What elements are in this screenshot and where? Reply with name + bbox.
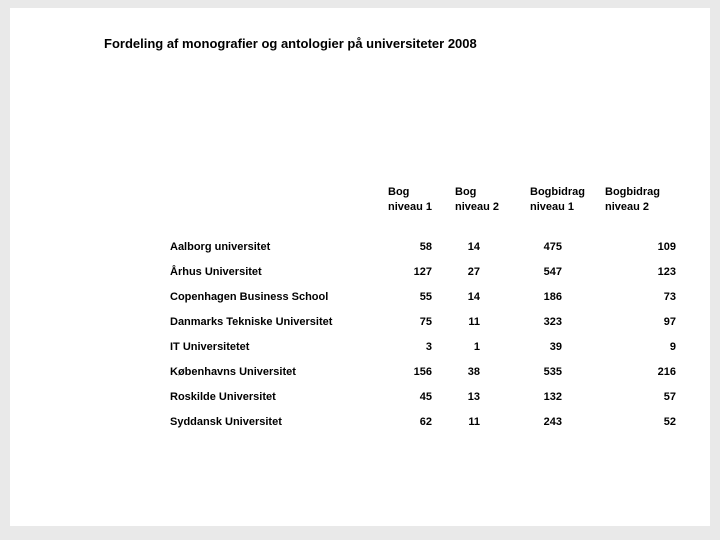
cell-value: 11 xyxy=(468,416,480,428)
column-header-line1: Bog xyxy=(455,186,477,198)
cell-value: 13 xyxy=(467,391,480,403)
row-label: Roskilde Universitet xyxy=(170,391,276,403)
cell-value: 156 xyxy=(413,366,432,378)
cell-value: 123 xyxy=(657,266,676,278)
table-header-row xyxy=(170,185,690,240)
table-row xyxy=(170,240,690,265)
table-row xyxy=(170,365,690,390)
cell-value: 14 xyxy=(467,291,480,303)
row-label: Århus Universitet xyxy=(170,266,262,278)
column-header-line2: niveau 1 xyxy=(388,201,433,213)
row-label: Danmarks Tekniske Universitet xyxy=(170,316,333,328)
table-row xyxy=(170,340,690,365)
cell-value: 132 xyxy=(543,391,562,403)
table-row xyxy=(170,290,690,315)
cell-value: 27 xyxy=(467,266,480,278)
cell-value: 535 xyxy=(543,366,562,378)
cell-value: 55 xyxy=(419,291,432,303)
row-label: Aalborg universitet xyxy=(170,241,271,253)
data-table xyxy=(170,185,690,440)
cell-value: 62 xyxy=(419,416,432,428)
cell-value: 3 xyxy=(425,341,432,353)
cell-value: 109 xyxy=(657,241,676,253)
cell-value: 75 xyxy=(419,316,432,328)
cell-value: 9 xyxy=(669,341,676,353)
column-header-line2: niveau 1 xyxy=(530,201,575,213)
cell-value: 11 xyxy=(468,316,480,328)
column-header-line2: niveau 2 xyxy=(455,201,500,213)
column-header-line1: Bogbidrag xyxy=(530,186,585,198)
cell-value: 323 xyxy=(543,316,562,328)
cell-value: 1 xyxy=(473,341,480,353)
table-row xyxy=(170,315,690,340)
table-row xyxy=(170,265,690,290)
column-header-line2: niveau 2 xyxy=(605,201,650,213)
cell-value: 475 xyxy=(543,241,562,253)
cell-value: 52 xyxy=(663,416,676,428)
row-label: IT Universitetet xyxy=(170,341,250,353)
slide xyxy=(10,8,710,526)
cell-value: 243 xyxy=(543,416,562,428)
column-header-line1: Bogbidrag xyxy=(605,186,660,198)
table-row xyxy=(170,390,690,415)
column-header-bog-niveau-1 xyxy=(388,185,432,215)
column-header-line1: Bog xyxy=(388,186,410,198)
cell-value: 73 xyxy=(663,291,676,303)
cell-value: 38 xyxy=(467,366,480,378)
cell-value: 57 xyxy=(663,391,676,403)
column-header-bogbidrag-niveau-2 xyxy=(605,185,660,215)
cell-value: 97 xyxy=(663,316,676,328)
cell-value: 45 xyxy=(419,391,432,403)
column-header-bog-niveau-2 xyxy=(455,185,499,215)
row-label: Copenhagen Business School xyxy=(170,291,329,303)
cell-value: 186 xyxy=(543,291,562,303)
row-label: Københavns Universitet xyxy=(170,366,296,378)
column-header-bogbidrag-niveau-1 xyxy=(530,185,585,215)
table-row xyxy=(170,415,690,440)
cell-value: 58 xyxy=(419,241,432,253)
cell-value: 39 xyxy=(549,341,562,353)
cell-value: 14 xyxy=(467,241,480,253)
slide-title: Fordeling af monografier og antologier på universiteter 2008 xyxy=(104,36,477,51)
table-body xyxy=(170,240,690,440)
cell-value: 127 xyxy=(413,266,432,278)
cell-value: 547 xyxy=(543,266,562,278)
row-label: Syddansk Universitet xyxy=(170,416,282,428)
cell-value: 216 xyxy=(657,366,676,378)
